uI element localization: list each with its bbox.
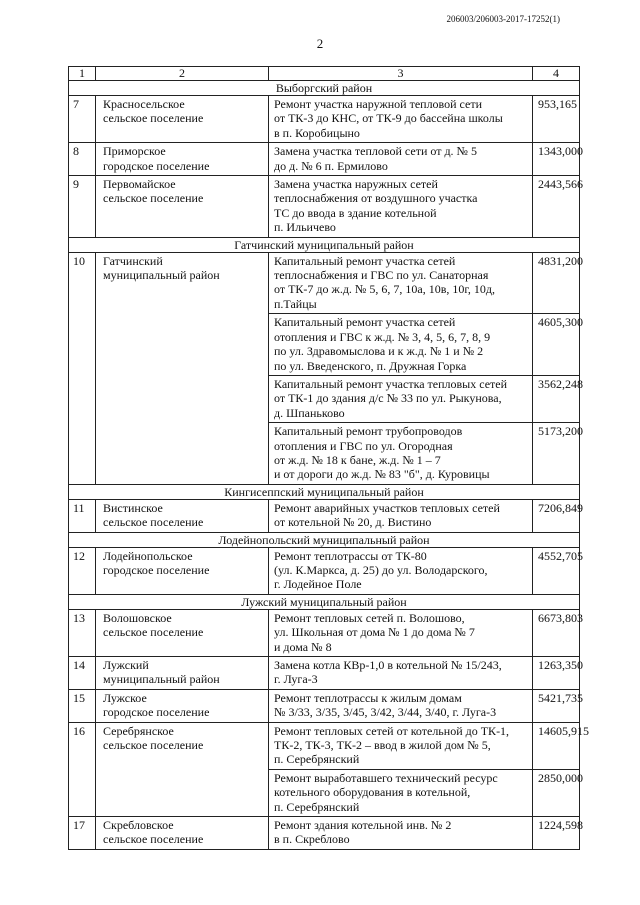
table-row <box>69 817 580 850</box>
amount-value: 1263,350 <box>533 657 580 690</box>
amount-value: 3562,248 <box>533 375 580 422</box>
table-row <box>69 722 580 769</box>
section-title: Выборгский район <box>69 81 580 96</box>
work-description: Ремонт участка наружной тепловой сети от ТК-3 до КНС, от ТК-9 до бассейна школы в п. Коробицыно <box>269 96 533 143</box>
row-number: 7 <box>69 96 96 143</box>
header-cell: 2 <box>96 67 269 81</box>
amount-value: 5421,735 <box>533 689 580 722</box>
amount-value: 1343,000 <box>533 143 580 176</box>
table-row <box>69 689 580 722</box>
municipality-name: Приморское городское поселение <box>96 143 269 176</box>
amount-value: 1224,598 <box>533 817 580 850</box>
table-row <box>69 547 580 594</box>
table-row <box>69 143 580 176</box>
page-number: 2 <box>316 36 324 51</box>
section-row <box>69 237 580 252</box>
row-number: 17 <box>69 817 96 850</box>
header-cell: 1 <box>69 67 96 81</box>
amount-value: 4552,705 <box>533 547 580 594</box>
header-cell: 4 <box>533 67 580 81</box>
work-description: Ремонт аварийных участков тепловых сетей от котельной № 20, д. Вистино <box>269 499 533 532</box>
document-number: 206003/206003-2017-17252(1) <box>446 14 560 24</box>
header-row <box>69 67 580 81</box>
work-description: Замена котла КВр-1,0 в котельной № 15/243, г. Луга-3 <box>269 657 533 690</box>
section-row <box>69 484 580 499</box>
amount-value: 953,165 <box>533 96 580 143</box>
section-row <box>69 532 580 547</box>
section-title: Лодейнопольский муниципальный район <box>69 532 580 547</box>
municipality-name: Лужский муниципальный район <box>96 657 269 690</box>
amount-value: 14605,915 <box>533 722 580 769</box>
row-number: 9 <box>69 176 96 238</box>
work-description: Замена участка наружных сетей теплоснабжения от воздушного участка ТС до ввода в здание котельной п. Ильичево <box>269 176 533 238</box>
section-row <box>69 81 580 96</box>
amount-value: 6673,803 <box>533 609 580 656</box>
row-number: 14 <box>69 657 96 690</box>
municipality-name: Лодейнопольское городское поселение <box>96 547 269 594</box>
work-description: Ремонт теплотрассы от ТК-80 (ул. К.Маркса, д. 25) до ул. Володарского, г. Лодейное Поле <box>269 547 533 594</box>
table-row <box>69 252 580 314</box>
row-number: 8 <box>69 143 96 176</box>
row-number: 10 <box>69 252 96 484</box>
table-row <box>69 657 580 690</box>
work-description: Ремонт выработавшего технический ресурс котельного оборудования в котельной, п. Серебрянский <box>269 769 533 816</box>
table-row <box>69 499 580 532</box>
municipality-name: Волошовское сельское поселение <box>96 609 269 656</box>
section-title: Лужский муниципальный район <box>69 594 580 609</box>
work-description: Капитальный ремонт участка тепловых сетей от ТК-1 до здания д/с № 33 по ул. Рыкунова, д. Шпаньково <box>269 375 533 422</box>
work-description: Капитальный ремонт трубопроводов отопления и ГВС по ул. Огородная от ж.д. № 18 к бане, ж.д. № 1 – 7 и от дороги до ж.д. № 83 "б", д. Куровицы <box>269 423 533 485</box>
amount-value: 4605,300 <box>533 314 580 376</box>
amount-value: 2850,000 <box>533 769 580 816</box>
row-number: 13 <box>69 609 96 656</box>
work-description: Капитальный ремонт участка сетей теплоснабжения и ГВС по ул. Санаторная от ТК-7 до ж.д. № 5, 6, 7, 10а, 10в, 10г, 10д, п.Тайцы <box>269 252 533 314</box>
work-description: Ремонт тепловых сетей от котельной до ТК-1, ТК-2, ТК-3, ТК-2 – ввод в жилой дом № 5, п. Серебрянский <box>269 722 533 769</box>
table-row <box>69 176 580 238</box>
municipality-name: Вистинское сельское поселение <box>96 499 269 532</box>
municipality-name: Гатчинский муниципальный район <box>96 252 269 484</box>
section-title: Кингисеппский муниципальный район <box>69 484 580 499</box>
header-cell: 3 <box>269 67 533 81</box>
section-row <box>69 594 580 609</box>
municipality-name: Серебрянское сельское поселение <box>96 722 269 816</box>
table-row <box>69 609 580 656</box>
municipality-name: Скребловское сельское поселение <box>96 817 269 850</box>
municipality-name: Красносельское сельское поселение <box>96 96 269 143</box>
section-title: Гатчинский муниципальный район <box>69 237 580 252</box>
amount-value: 7206,849 <box>533 499 580 532</box>
municipality-name: Первомайское сельское поселение <box>96 176 269 238</box>
work-description: Замена участка тепловой сети от д. № 5 до д. № 6 п. Ермилово <box>269 143 533 176</box>
row-number: 12 <box>69 547 96 594</box>
amount-value: 4831,200 <box>533 252 580 314</box>
row-number: 15 <box>69 689 96 722</box>
amount-value: 5173,200 <box>533 423 580 485</box>
work-description: Капитальный ремонт участка сетей отопления и ГВС к ж.д. № 3, 4, 5, 6, 7, 8, 9 по ул. Здравомыслова и к ж.д. № 1 и № 2 по ул. Введенского, п. Дружная Горка <box>269 314 533 376</box>
projects-table <box>68 66 589 850</box>
amount-value: 2443,566 <box>533 176 580 238</box>
row-number: 16 <box>69 722 96 816</box>
table-row <box>69 96 580 143</box>
work-description: Ремонт здания котельной инв. № 2 в п. Скреблово <box>269 817 533 850</box>
municipality-name: Лужское городское поселение <box>96 689 269 722</box>
work-description: Ремонт тепловых сетей п. Волошово, ул. Школьная от дома № 1 до дома № 7 и дома № 8 <box>269 609 533 656</box>
work-description: Ремонт теплотрассы к жилым домам № 3/33, 3/35, 3/45, 3/42, 3/44, 3/40, г. Луга-3 <box>269 689 533 722</box>
row-number: 11 <box>69 499 96 532</box>
